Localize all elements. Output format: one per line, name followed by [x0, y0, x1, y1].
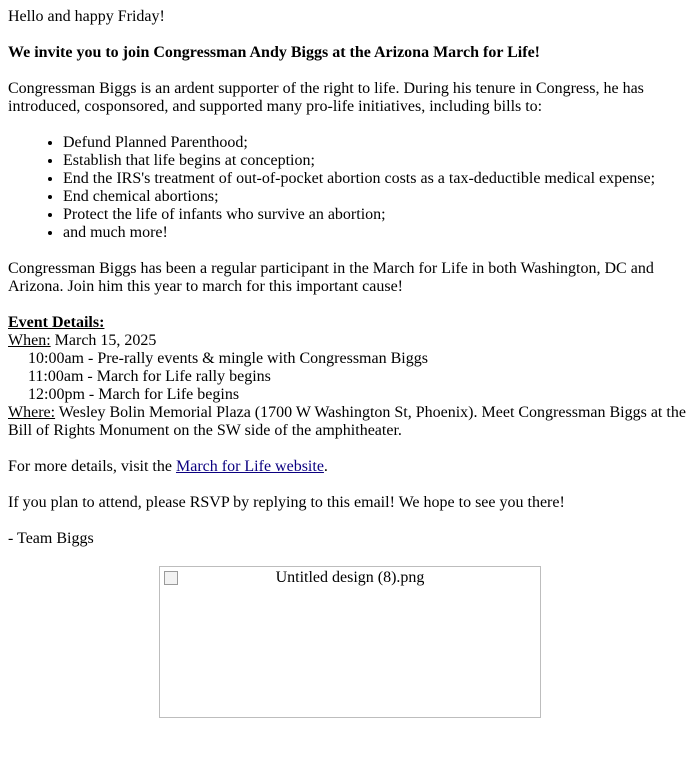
- more-details-suffix: .: [323, 458, 328, 475]
- greeting-text: Hello and happy Friday!: [8, 8, 165, 25]
- event-location: Wesley Bolin Memorial Plaza (1700 W Washington St, Phoenix). Meet Congressman Biggs at the Bill of Rights Monument on the SW side of the amphitheater.: [8, 404, 686, 439]
- event-date: March 15, 2025: [50, 332, 157, 349]
- march-for-life-link[interactable]: March for Life website: [175, 458, 324, 475]
- list-item: • Defund Planned Parenthood;: [63, 134, 692, 152]
- list-item: • Protect the life of infants who survive an abortion;: [63, 206, 692, 224]
- list-item: • and much more!: [63, 224, 692, 242]
- intro-paragraph: Congressman Biggs is an ardent supporter of the right to life. During his tenure in Congress, he has introduced, cosponsored, and supported many pro-life initiatives, including bills to:: [8, 80, 644, 115]
- signoff-text: - Team Biggs: [8, 530, 94, 547]
- rsvp-paragraph: If you plan to attend, please RSVP by replying to this email! We hope to see you there!: [8, 494, 565, 511]
- more-details-prefix: For more details, visit the: [8, 458, 176, 475]
- schedule-item: 12:00pm - March for Life begins: [28, 386, 240, 403]
- list-item: • End the IRS's treatment of out-of-pocket abortion costs as a tax-deductible medical expense;: [63, 170, 692, 188]
- email-body: [0, 8, 700, 718]
- where-label: Where:: [8, 404, 56, 421]
- event-details-heading: Event Details:: [8, 314, 105, 331]
- event-details: [8, 314, 692, 440]
- list-item: • Establish that life begins at conception;: [63, 152, 692, 170]
- more-details-paragraph: [8, 458, 692, 476]
- list-item: • End chemical abortions;: [63, 188, 692, 206]
- schedule-item: 10:00am - Pre-rally events & mingle with Congressman Biggs: [28, 350, 428, 367]
- schedule-item: 11:00am - March for Life rally begins: [28, 368, 271, 385]
- image-alt-text: Untitled design (8).png: [275, 569, 425, 586]
- broken-image: [159, 566, 541, 718]
- when-label: When:: [8, 332, 51, 349]
- bills-list: [8, 134, 692, 242]
- headline-text: We invite you to join Congressman Andy Biggs at the Arizona March for Life!: [8, 44, 540, 61]
- participation-paragraph: Congressman Biggs has been a regular participant in the March for Life in both Washington, DC and Arizona. Join him this year to march for this important cause!: [8, 260, 654, 295]
